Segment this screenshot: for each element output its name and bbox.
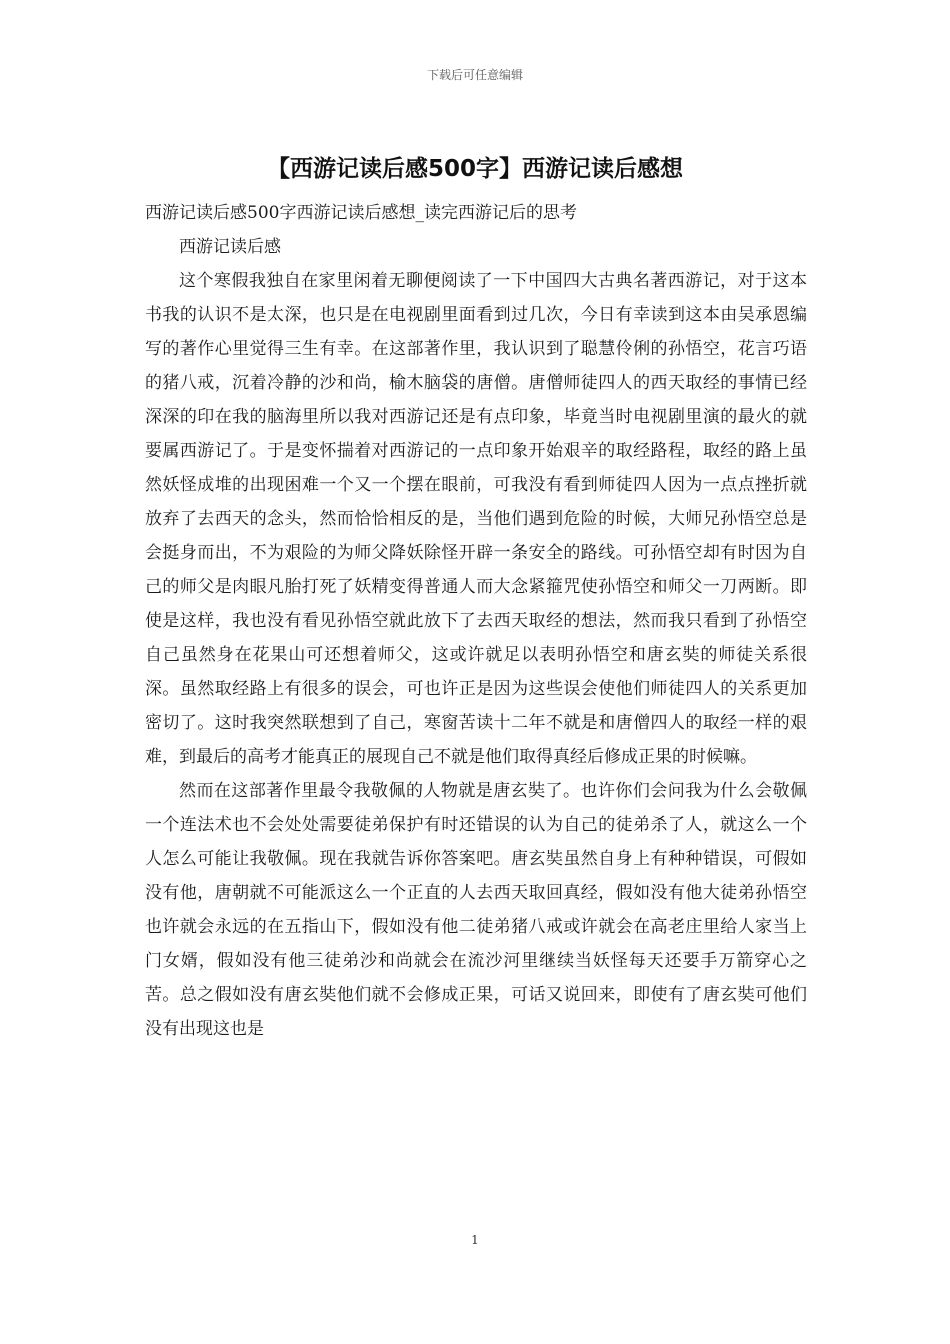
page-number: 1 [471,1233,479,1247]
section-heading: 西游记读后感 [179,237,281,257]
document-title: 【西游记读后感500字】西游记读后感想 [266,156,683,182]
body-paragraph: 这个寒假我独自在家里闲着无聊便阅读了一下中国四大古典名著西游记，对于这本书我的认识不是太深，也只是在电视剧里面看到过几次，今日有幸读到这本由吴承恩编写的著作心里觉得三生有幸。在这部著作里，我认识到了聪慧伶俐的孙悟空，花言巧语的猪八戒，沉着冷静的沙和尚，榆木脑袋的唐僧。唐僧师徒四人的西天取经的事情已经深深的印在我的脑海里所以我对西游记还是有点印象，毕竟当时电视剧里演的最火的就要属西游记了。于是变怀揣着对西游记的一点印象开始艰辛的取经路程，取经的路上虽然妖怪成堆的出现困难一个又一个摆在眼前，可我没有看到师徒四人因为一点点挫折就放弃了去西天的念头，然而恰恰相反的是，当他们遇到危险的时候，大师兄孙悟空总是会挺身而出，不为艰险的为师父降妖除怪开辟一条安全的路线。可孙悟空却有时因为自己的师父是肉眼凡胎打死了妖精变得普通人而大念紧箍咒使孙悟空和师父一刀两断。即使是这样，我也没有看见孙悟空就此放下了去西天取经的想法，然而我只看到了孙悟空自己虽然身在花果山可还想着师父，这或许就足以表明孙悟空和唐玄奘的师徒关系很深。虽然取经路上有很多的误会，可也许正是因为这些误会使他们师徒四人的关系更加密切了。这时我突然联想到了自己，寒窗苦读十二年不就是和唐僧四人的取经一样的艰难，到最后的高考才能真正的展现自己不就是他们取得真经后修成正果的时候嘛。 [145,271,807,767]
header-note: 下载后可任意编辑 [426,68,523,82]
document-subtitle: 西游记读后感500字西游记读后感想_读完西游记后的思考 [145,203,577,223]
body-paragraph: 然而在这部著作里最令我敬佩的人物就是唐玄奘了。也许你们会问我为什么会敬佩一个连法术也不会处处需要徒弟保护有时还错误的认为自己的徒弟杀了人，就这么一个人怎么可能让我敬佩。现在我就告诉你答案吧。唐玄奘虽然自身上有种种错误，可假如没有他，唐朝就不可能派这么一个正直的人去西天取回真经，假如没有他大徒弟孙悟空也许就会永远的在五指山下，假如没有他二徒弟猪八戒或许就会在高老庄里给人家当上门女婿，假如没有他三徒弟沙和尚就会在流沙河里继续当妖怪每天还要手万箭穿心之苦。总之假如没有唐玄奘他们就不会修成正果，可话又说回来，即使有了唐玄奘可他们没有出现这也是 [145,781,807,1039]
document-body [145,196,807,1046]
